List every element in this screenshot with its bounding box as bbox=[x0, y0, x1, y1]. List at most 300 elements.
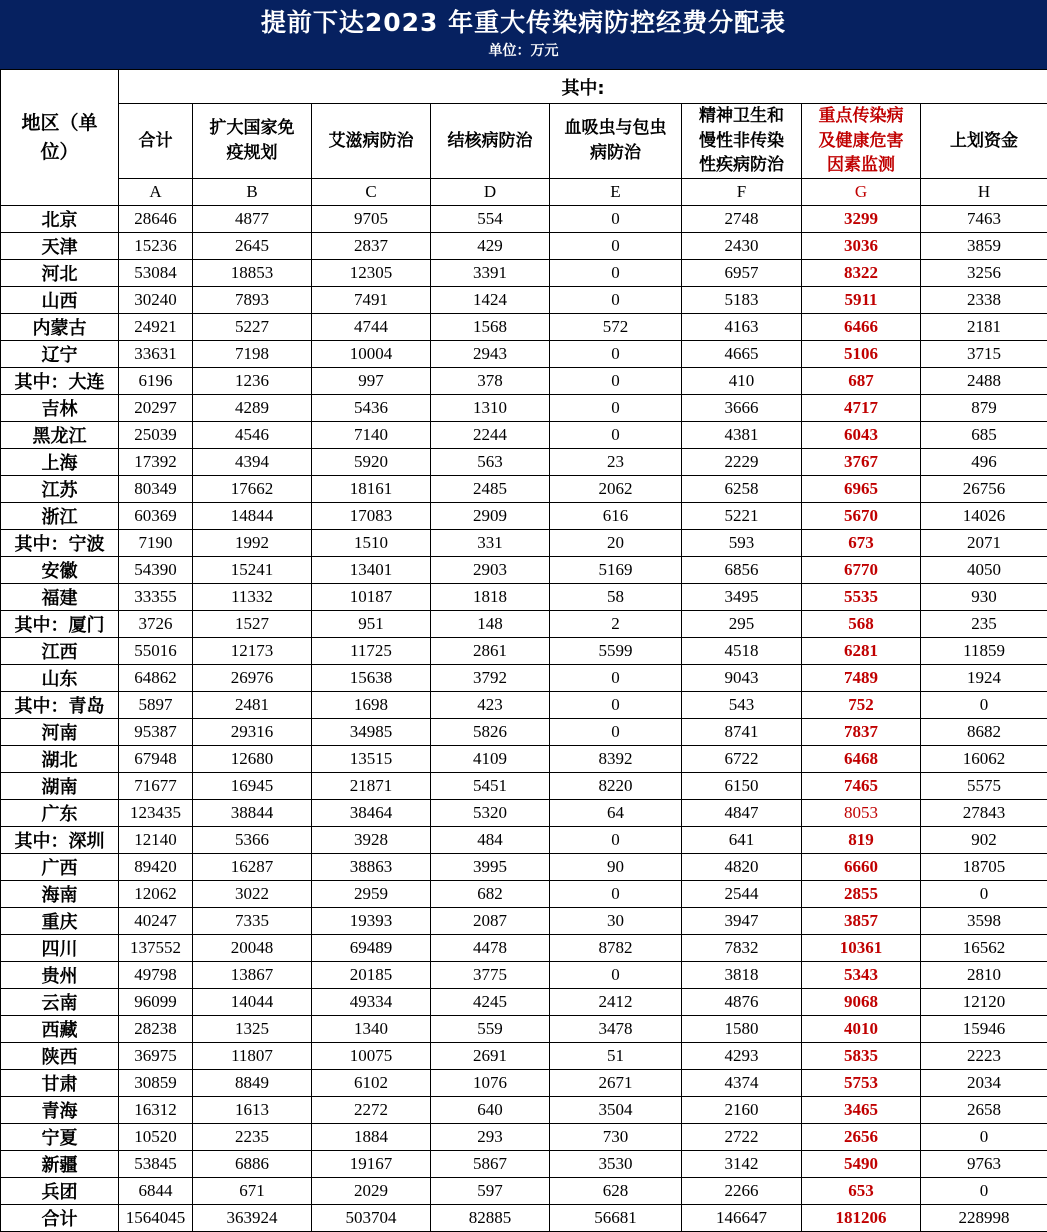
table-row bbox=[1, 1205, 1047, 1232]
value-cell: 23 bbox=[550, 449, 682, 476]
value-cell: 17083 bbox=[312, 503, 431, 530]
value-cell: 4245 bbox=[431, 989, 550, 1016]
value-cell: 3478 bbox=[550, 1016, 682, 1043]
value-cell: 429 bbox=[431, 233, 550, 260]
value-cell: 5451 bbox=[431, 773, 550, 800]
unit-label: 单位：万元 bbox=[489, 40, 559, 60]
value-cell: 4665 bbox=[682, 341, 802, 368]
value-cell: 30859 bbox=[119, 1070, 193, 1097]
value-cell: 2034 bbox=[921, 1070, 1047, 1097]
region-cell: 海南 bbox=[1, 881, 119, 908]
value-cell: 2909 bbox=[431, 503, 550, 530]
region-cell: 其中：大连 bbox=[1, 368, 119, 395]
value-cell: 38844 bbox=[193, 800, 312, 827]
value-cell: 10004 bbox=[312, 341, 431, 368]
value-cell: 951 bbox=[312, 611, 431, 638]
value-cell: 58 bbox=[550, 584, 682, 611]
table-row bbox=[1, 287, 1047, 314]
value-cell: 5490 bbox=[802, 1151, 921, 1178]
value-cell: 16062 bbox=[921, 746, 1047, 773]
value-cell: 331 bbox=[431, 530, 550, 557]
value-cell: 38863 bbox=[312, 854, 431, 881]
region-cell: 河南 bbox=[1, 719, 119, 746]
value-cell: 2235 bbox=[193, 1124, 312, 1151]
region-cell: 广东 bbox=[1, 800, 119, 827]
table-row bbox=[1, 908, 1047, 935]
value-cell: 1236 bbox=[193, 368, 312, 395]
value-cell: 7335 bbox=[193, 908, 312, 935]
region-cell: 广西 bbox=[1, 854, 119, 881]
value-cell: 53845 bbox=[119, 1151, 193, 1178]
value-cell: 2160 bbox=[682, 1097, 802, 1124]
region-cell: 浙江 bbox=[1, 503, 119, 530]
region-cell: 其中：青岛 bbox=[1, 692, 119, 719]
value-cell: 2722 bbox=[682, 1124, 802, 1151]
value-cell: 687 bbox=[802, 368, 921, 395]
value-cell: 682 bbox=[431, 881, 550, 908]
table-row bbox=[1, 422, 1047, 449]
value-cell: 3995 bbox=[431, 854, 550, 881]
value-cell: 423 bbox=[431, 692, 550, 719]
value-cell: 2488 bbox=[921, 368, 1047, 395]
value-cell: 16287 bbox=[193, 854, 312, 881]
region-cell: 安徽 bbox=[1, 557, 119, 584]
region-cell: 江西 bbox=[1, 638, 119, 665]
value-cell: 1580 bbox=[682, 1016, 802, 1043]
value-cell: 36975 bbox=[119, 1043, 193, 1070]
value-cell: 18705 bbox=[921, 854, 1047, 881]
value-cell: 4744 bbox=[312, 314, 431, 341]
value-cell: 572 bbox=[550, 314, 682, 341]
region-cell: 西藏 bbox=[1, 1016, 119, 1043]
value-cell: 0 bbox=[550, 368, 682, 395]
value-cell: 11725 bbox=[312, 638, 431, 665]
value-cell: 4381 bbox=[682, 422, 802, 449]
value-cell: 4374 bbox=[682, 1070, 802, 1097]
value-cell: 2748 bbox=[682, 206, 802, 233]
table-row bbox=[1, 800, 1047, 827]
value-cell: 12140 bbox=[119, 827, 193, 854]
value-cell: 752 bbox=[802, 692, 921, 719]
value-cell: 7489 bbox=[802, 665, 921, 692]
value-cell: 17662 bbox=[193, 476, 312, 503]
value-cell: 10187 bbox=[312, 584, 431, 611]
value-cell: 2087 bbox=[431, 908, 550, 935]
region-cell: 福建 bbox=[1, 584, 119, 611]
value-cell: 1076 bbox=[431, 1070, 550, 1097]
value-cell: 2810 bbox=[921, 962, 1047, 989]
value-cell: 5106 bbox=[802, 341, 921, 368]
value-cell: 628 bbox=[550, 1178, 682, 1205]
value-cell: 11807 bbox=[193, 1043, 312, 1070]
column-header-aids: 艾滋病防治 bbox=[312, 104, 431, 179]
value-cell: 148 bbox=[431, 611, 550, 638]
value-cell: 1818 bbox=[431, 584, 550, 611]
value-cell: 16312 bbox=[119, 1097, 193, 1124]
value-cell: 69489 bbox=[312, 935, 431, 962]
value-cell: 235 bbox=[921, 611, 1047, 638]
value-cell: 3256 bbox=[921, 260, 1047, 287]
value-cell: 6660 bbox=[802, 854, 921, 881]
table-row bbox=[1, 1043, 1047, 1070]
value-cell: 5221 bbox=[682, 503, 802, 530]
column-letter-h: H bbox=[921, 179, 1047, 206]
value-cell: 9763 bbox=[921, 1151, 1047, 1178]
value-cell: 0 bbox=[550, 341, 682, 368]
value-cell: 2338 bbox=[921, 287, 1047, 314]
value-cell: 49334 bbox=[312, 989, 431, 1016]
column-header-tb: 结核病防治 bbox=[431, 104, 550, 179]
table-row bbox=[1, 476, 1047, 503]
region-cell: 其中：深圳 bbox=[1, 827, 119, 854]
region-cell: 辽宁 bbox=[1, 341, 119, 368]
region-cell: 甘肃 bbox=[1, 1070, 119, 1097]
value-cell: 2412 bbox=[550, 989, 682, 1016]
value-cell: 597 bbox=[431, 1178, 550, 1205]
value-cell: 410 bbox=[682, 368, 802, 395]
value-cell: 2272 bbox=[312, 1097, 431, 1124]
table-row bbox=[1, 206, 1047, 233]
page-title: 提前下达2023 年重大传染病防控经费分配表 bbox=[261, 9, 786, 38]
column-letter-f: F bbox=[682, 179, 802, 206]
value-cell: 64862 bbox=[119, 665, 193, 692]
value-cell: 3465 bbox=[802, 1097, 921, 1124]
value-cell: 33355 bbox=[119, 584, 193, 611]
value-cell: 5835 bbox=[802, 1043, 921, 1070]
value-cell: 2029 bbox=[312, 1178, 431, 1205]
value-cell: 7198 bbox=[193, 341, 312, 368]
value-cell: 5169 bbox=[550, 557, 682, 584]
value-cell: 2181 bbox=[921, 314, 1047, 341]
value-cell: 28238 bbox=[119, 1016, 193, 1043]
value-cell: 3504 bbox=[550, 1097, 682, 1124]
value-cell: 0 bbox=[921, 1124, 1047, 1151]
value-cell: 33631 bbox=[119, 341, 193, 368]
value-cell: 1325 bbox=[193, 1016, 312, 1043]
value-cell: 14844 bbox=[193, 503, 312, 530]
value-cell: 67948 bbox=[119, 746, 193, 773]
table-row bbox=[1, 449, 1047, 476]
region-cell: 陕西 bbox=[1, 1043, 119, 1070]
value-cell: 6957 bbox=[682, 260, 802, 287]
value-cell: 13515 bbox=[312, 746, 431, 773]
value-cell: 4847 bbox=[682, 800, 802, 827]
value-cell: 363924 bbox=[193, 1205, 312, 1232]
table-row bbox=[1, 638, 1047, 665]
value-cell: 146647 bbox=[682, 1205, 802, 1232]
column-header-immunization: 扩大国家免疫规划 bbox=[193, 104, 312, 179]
value-cell: 3666 bbox=[682, 395, 802, 422]
value-cell: 616 bbox=[550, 503, 682, 530]
value-cell: 10520 bbox=[119, 1124, 193, 1151]
value-cell: 0 bbox=[550, 233, 682, 260]
column-letter-c: C bbox=[312, 179, 431, 206]
table-row bbox=[1, 503, 1047, 530]
value-cell: 12680 bbox=[193, 746, 312, 773]
column-letter-a: A bbox=[119, 179, 193, 206]
value-cell: 14026 bbox=[921, 503, 1047, 530]
value-cell: 95387 bbox=[119, 719, 193, 746]
region-cell: 云南 bbox=[1, 989, 119, 1016]
value-cell: 1527 bbox=[193, 611, 312, 638]
value-cell: 5227 bbox=[193, 314, 312, 341]
region-cell: 合计 bbox=[1, 1205, 119, 1232]
value-cell: 3530 bbox=[550, 1151, 682, 1178]
value-cell: 89420 bbox=[119, 854, 193, 881]
value-cell: 6466 bbox=[802, 314, 921, 341]
value-cell: 4394 bbox=[193, 449, 312, 476]
value-cell: 2959 bbox=[312, 881, 431, 908]
value-cell: 51 bbox=[550, 1043, 682, 1070]
value-cell: 20297 bbox=[119, 395, 193, 422]
value-cell: 5897 bbox=[119, 692, 193, 719]
value-cell: 49798 bbox=[119, 962, 193, 989]
region-cell: 宁夏 bbox=[1, 1124, 119, 1151]
column-header-total: 合计 bbox=[119, 104, 193, 179]
table-row bbox=[1, 854, 1047, 881]
value-cell: 6043 bbox=[802, 422, 921, 449]
value-cell: 4478 bbox=[431, 935, 550, 962]
value-cell: 1510 bbox=[312, 530, 431, 557]
value-cell: 819 bbox=[802, 827, 921, 854]
value-cell: 8741 bbox=[682, 719, 802, 746]
column-letter-e: E bbox=[550, 179, 682, 206]
table-row bbox=[1, 530, 1047, 557]
value-cell: 5670 bbox=[802, 503, 921, 530]
table-row bbox=[1, 314, 1047, 341]
value-cell: 0 bbox=[550, 719, 682, 746]
value-cell: 55016 bbox=[119, 638, 193, 665]
region-cell: 湖北 bbox=[1, 746, 119, 773]
value-cell: 1310 bbox=[431, 395, 550, 422]
region-cell: 山西 bbox=[1, 287, 119, 314]
value-cell: 2861 bbox=[431, 638, 550, 665]
value-cell: 71677 bbox=[119, 773, 193, 800]
table-row bbox=[1, 773, 1047, 800]
value-cell: 5183 bbox=[682, 287, 802, 314]
value-cell: 5753 bbox=[802, 1070, 921, 1097]
value-cell: 4109 bbox=[431, 746, 550, 773]
region-cell: 湖南 bbox=[1, 773, 119, 800]
value-cell: 641 bbox=[682, 827, 802, 854]
table-row bbox=[1, 1016, 1047, 1043]
value-cell: 3928 bbox=[312, 827, 431, 854]
value-cell: 2266 bbox=[682, 1178, 802, 1205]
value-cell: 38464 bbox=[312, 800, 431, 827]
value-cell: 6258 bbox=[682, 476, 802, 503]
table-row bbox=[1, 1124, 1047, 1151]
value-cell: 593 bbox=[682, 530, 802, 557]
value-cell: 8392 bbox=[550, 746, 682, 773]
table-row bbox=[1, 1097, 1047, 1124]
value-cell: 1424 bbox=[431, 287, 550, 314]
value-cell: 6196 bbox=[119, 368, 193, 395]
table-row bbox=[1, 746, 1047, 773]
value-cell: 3495 bbox=[682, 584, 802, 611]
value-cell: 4293 bbox=[682, 1043, 802, 1070]
value-cell: 82885 bbox=[431, 1205, 550, 1232]
value-cell: 2071 bbox=[921, 530, 1047, 557]
value-cell: 20185 bbox=[312, 962, 431, 989]
table-row bbox=[1, 233, 1047, 260]
value-cell: 53084 bbox=[119, 260, 193, 287]
value-cell: 2544 bbox=[682, 881, 802, 908]
value-cell: 3818 bbox=[682, 962, 802, 989]
value-cell: 3767 bbox=[802, 449, 921, 476]
table-row bbox=[1, 557, 1047, 584]
table-row bbox=[1, 665, 1047, 692]
value-cell: 6102 bbox=[312, 1070, 431, 1097]
value-cell: 8782 bbox=[550, 935, 682, 962]
table-row bbox=[1, 584, 1047, 611]
value-cell: 5867 bbox=[431, 1151, 550, 1178]
value-cell: 4717 bbox=[802, 395, 921, 422]
value-cell: 228998 bbox=[921, 1205, 1047, 1232]
value-cell: 6281 bbox=[802, 638, 921, 665]
value-cell: 137552 bbox=[119, 935, 193, 962]
value-cell: 0 bbox=[550, 260, 682, 287]
value-cell: 12120 bbox=[921, 989, 1047, 1016]
value-cell: 30 bbox=[550, 908, 682, 935]
value-cell: 8220 bbox=[550, 773, 682, 800]
value-cell: 4820 bbox=[682, 854, 802, 881]
value-cell: 5575 bbox=[921, 773, 1047, 800]
value-cell: 9043 bbox=[682, 665, 802, 692]
value-cell: 64 bbox=[550, 800, 682, 827]
value-cell: 673 bbox=[802, 530, 921, 557]
value-cell: 5911 bbox=[802, 287, 921, 314]
value-cell: 2837 bbox=[312, 233, 431, 260]
value-cell: 0 bbox=[921, 1178, 1047, 1205]
value-cell: 4289 bbox=[193, 395, 312, 422]
region-cell: 黑龙江 bbox=[1, 422, 119, 449]
value-cell: 15638 bbox=[312, 665, 431, 692]
region-cell: 河北 bbox=[1, 260, 119, 287]
value-cell: 3859 bbox=[921, 233, 1047, 260]
region-cell: 吉林 bbox=[1, 395, 119, 422]
title-band bbox=[0, 0, 1047, 69]
value-cell: 2645 bbox=[193, 233, 312, 260]
value-cell: 0 bbox=[550, 692, 682, 719]
column-header-parasitic: 血吸虫与包虫病防治 bbox=[550, 104, 682, 179]
table-row bbox=[1, 827, 1047, 854]
value-cell: 1613 bbox=[193, 1097, 312, 1124]
value-cell: 6856 bbox=[682, 557, 802, 584]
value-cell: 90 bbox=[550, 854, 682, 881]
value-cell: 26756 bbox=[921, 476, 1047, 503]
value-cell: 0 bbox=[550, 395, 682, 422]
region-cell: 北京 bbox=[1, 206, 119, 233]
value-cell: 2691 bbox=[431, 1043, 550, 1070]
value-cell: 10075 bbox=[312, 1043, 431, 1070]
region-cell: 新疆 bbox=[1, 1151, 119, 1178]
value-cell: 4050 bbox=[921, 557, 1047, 584]
table-body bbox=[1, 206, 1047, 1232]
region-cell: 天津 bbox=[1, 233, 119, 260]
table-row bbox=[1, 368, 1047, 395]
value-cell: 28646 bbox=[119, 206, 193, 233]
value-cell: 7463 bbox=[921, 206, 1047, 233]
value-cell: 96099 bbox=[119, 989, 193, 1016]
table-row bbox=[1, 611, 1047, 638]
value-cell: 554 bbox=[431, 206, 550, 233]
value-cell: 11859 bbox=[921, 638, 1047, 665]
value-cell: 496 bbox=[921, 449, 1047, 476]
value-cell: 2 bbox=[550, 611, 682, 638]
value-cell: 0 bbox=[550, 206, 682, 233]
value-cell: 20 bbox=[550, 530, 682, 557]
value-cell: 0 bbox=[550, 962, 682, 989]
value-cell: 6150 bbox=[682, 773, 802, 800]
column-header-key-disease-monitoring: 重点传染病及健康危害因素监测 bbox=[802, 104, 921, 179]
value-cell: 17392 bbox=[119, 449, 193, 476]
value-cell: 5320 bbox=[431, 800, 550, 827]
value-cell: 559 bbox=[431, 1016, 550, 1043]
value-cell: 8849 bbox=[193, 1070, 312, 1097]
region-cell: 上海 bbox=[1, 449, 119, 476]
value-cell: 12062 bbox=[119, 881, 193, 908]
value-cell: 879 bbox=[921, 395, 1047, 422]
value-cell: 80349 bbox=[119, 476, 193, 503]
value-cell: 7832 bbox=[682, 935, 802, 962]
value-cell: 34985 bbox=[312, 719, 431, 746]
value-cell: 9068 bbox=[802, 989, 921, 1016]
value-cell: 54390 bbox=[119, 557, 193, 584]
value-cell: 295 bbox=[682, 611, 802, 638]
region-corner-header: 地区（单位） bbox=[1, 70, 119, 206]
value-cell: 2229 bbox=[682, 449, 802, 476]
value-cell: 7893 bbox=[193, 287, 312, 314]
table-row bbox=[1, 1178, 1047, 1205]
value-cell: 18161 bbox=[312, 476, 431, 503]
region-cell: 其中：厦门 bbox=[1, 611, 119, 638]
value-cell: 930 bbox=[921, 584, 1047, 611]
value-cell: 5535 bbox=[802, 584, 921, 611]
table-row bbox=[1, 1151, 1047, 1178]
value-cell: 3022 bbox=[193, 881, 312, 908]
value-cell: 5366 bbox=[193, 827, 312, 854]
value-cell: 60369 bbox=[119, 503, 193, 530]
value-cell: 685 bbox=[921, 422, 1047, 449]
value-cell: 15241 bbox=[193, 557, 312, 584]
value-cell: 8322 bbox=[802, 260, 921, 287]
value-cell: 12173 bbox=[193, 638, 312, 665]
value-cell: 15236 bbox=[119, 233, 193, 260]
value-cell: 123435 bbox=[119, 800, 193, 827]
value-cell: 5599 bbox=[550, 638, 682, 665]
region-cell: 其中：宁波 bbox=[1, 530, 119, 557]
value-cell: 16562 bbox=[921, 935, 1047, 962]
value-cell: 7465 bbox=[802, 773, 921, 800]
value-cell: 2658 bbox=[921, 1097, 1047, 1124]
value-cell: 5343 bbox=[802, 962, 921, 989]
value-cell: 1568 bbox=[431, 314, 550, 341]
value-cell: 3299 bbox=[802, 206, 921, 233]
value-cell: 21871 bbox=[312, 773, 431, 800]
region-cell: 江苏 bbox=[1, 476, 119, 503]
value-cell: 6844 bbox=[119, 1178, 193, 1205]
value-cell: 3142 bbox=[682, 1151, 802, 1178]
value-cell: 10361 bbox=[802, 935, 921, 962]
value-cell: 378 bbox=[431, 368, 550, 395]
value-cell: 16945 bbox=[193, 773, 312, 800]
value-cell: 3947 bbox=[682, 908, 802, 935]
value-cell: 5826 bbox=[431, 719, 550, 746]
allocation-table bbox=[0, 69, 1047, 1232]
value-cell: 5920 bbox=[312, 449, 431, 476]
value-cell: 3775 bbox=[431, 962, 550, 989]
value-cell: 2244 bbox=[431, 422, 550, 449]
